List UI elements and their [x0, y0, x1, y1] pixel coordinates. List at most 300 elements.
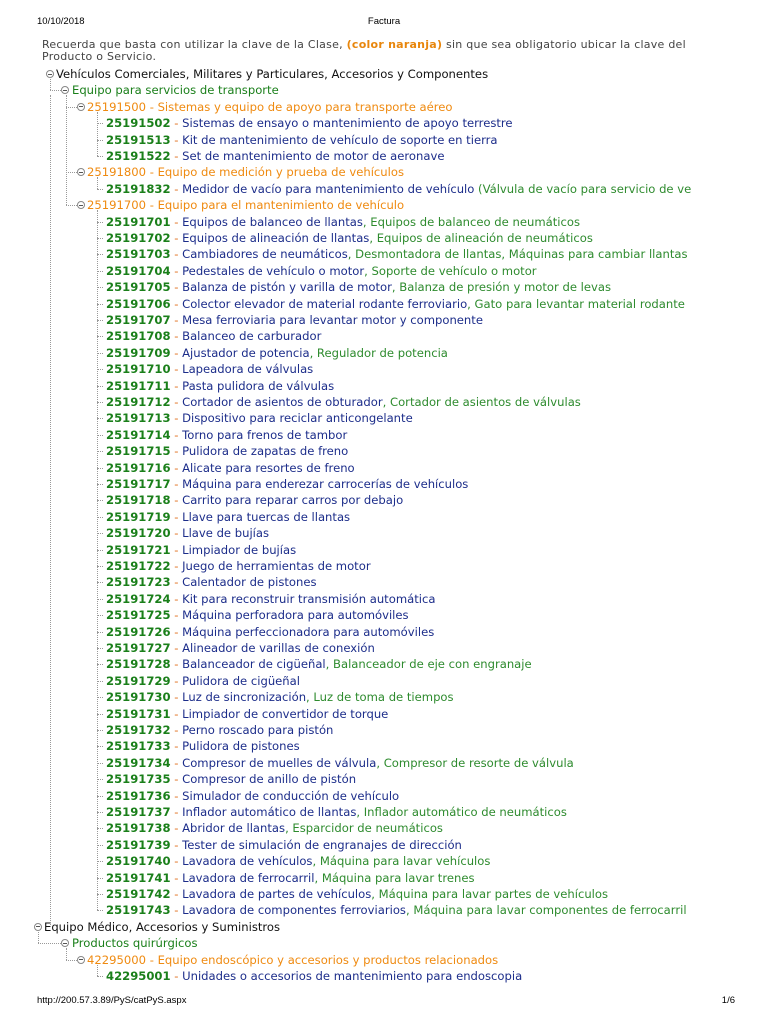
code-separator: - [170, 263, 183, 278]
code-separator: - [146, 198, 158, 213]
product-entry[interactable] [106, 886, 608, 902]
product-code: 25191715 [106, 444, 171, 459]
product-code: 25191743 [106, 903, 171, 918]
product-row[interactable] [0, 443, 768, 459]
product-entry[interactable] [106, 837, 462, 853]
product-description: Torno para frenos de tambor [182, 427, 348, 442]
code-separator: - [170, 181, 183, 196]
product-code: 25191729 [106, 673, 171, 688]
product-entry[interactable] [106, 460, 355, 476]
class-row[interactable] [0, 164, 768, 180]
product-row[interactable] [0, 558, 768, 574]
code-separator: - [170, 313, 183, 327]
product-synonyms: , Equipos de alineación de neumáticos [369, 231, 593, 245]
product-entry[interactable] [106, 640, 375, 656]
product-row[interactable] [0, 361, 768, 377]
product-description: Compresor de muelles de válvula [182, 755, 377, 770]
code-separator: - [170, 887, 183, 901]
tree-connector-line [66, 948, 67, 959]
product-row[interactable] [0, 296, 768, 312]
code-separator: - [170, 591, 183, 606]
product-row[interactable] [0, 706, 768, 722]
code-separator: - [170, 427, 183, 442]
class-code: 25191500 [87, 99, 147, 114]
product-description: Carrito para reparar carros por debajo [182, 493, 404, 508]
product-description: Balanceo de carburador [182, 329, 322, 344]
code-separator: - [170, 231, 183, 245]
product-row[interactable] [0, 607, 768, 623]
code-separator: - [170, 559, 183, 573]
product-synonyms: , Compresor de resorte de válvula [376, 755, 574, 770]
collapse-toggle-icon[interactable] [77, 103, 85, 111]
product-code: 25191733 [106, 739, 171, 754]
product-entry[interactable] [106, 771, 356, 787]
product-description: Limpiador de bujías [182, 542, 297, 557]
product-row[interactable] [0, 837, 768, 853]
code-separator: - [146, 952, 158, 967]
product-description: Llave de bujías [182, 526, 270, 541]
product-row[interactable] [0, 574, 768, 590]
product-row[interactable] [0, 804, 768, 820]
product-synonyms: , Soporte de vehículo o motor [364, 263, 537, 278]
product-entry[interactable] [106, 509, 350, 525]
product-row[interactable] [0, 476, 768, 492]
code-separator: - [170, 395, 183, 409]
product-description: Lavadora de vehículos [182, 854, 313, 869]
product-synonyms: , Equipos de balanceo de neumáticos [362, 214, 580, 229]
class-name: Sistemas y equipo de apoyo para transporte aéreo [157, 99, 453, 114]
code-separator: - [170, 149, 183, 163]
intro-highlight: (color naranja) [346, 38, 443, 51]
product-description: Pedestales de vehículo o motor [182, 263, 365, 278]
product-code: 25191513 [106, 132, 171, 147]
product-code: 25191709 [106, 345, 171, 360]
product-code: 25191702 [106, 231, 171, 245]
product-code: 25191740 [106, 854, 171, 869]
product-row[interactable] [0, 230, 768, 246]
class-name: Equipo endoscópico y accesorios y productos relacionados [157, 952, 499, 967]
product-synonyms: , Luz de toma de tiempos [306, 690, 454, 705]
product-description: Compresor de anillo de pistón [182, 772, 357, 787]
product-description: Pasta pulidora de válvulas [182, 378, 335, 393]
product-entry[interactable] [106, 492, 403, 508]
catalog-tree [0, 66, 768, 991]
product-description: Sistemas de ensayo o mantenimiento de apoyo terrestre [182, 116, 513, 131]
product-code: 25191522 [106, 149, 171, 163]
product-code: 25191706 [106, 296, 171, 311]
collapse-toggle-icon[interactable] [61, 86, 69, 94]
product-code: 25191738 [106, 821, 171, 836]
code-separator: - [170, 772, 183, 787]
product-entry[interactable] [106, 230, 593, 246]
product-description: Set de mantenimiento de motor de aeronave [182, 149, 445, 163]
product-code: 25191716 [106, 460, 171, 475]
code-separator: - [170, 444, 183, 459]
product-entry[interactable] [106, 427, 347, 443]
product-synonyms: , Balanza de presión y motor de levas [391, 280, 611, 295]
tree-connector-line [97, 177, 98, 188]
product-row[interactable] [0, 968, 768, 984]
product-entry[interactable] [106, 345, 448, 361]
product-entry[interactable] [106, 279, 611, 295]
tree-connector-line [97, 189, 103, 190]
product-synonyms: , Máquina para lavar partes de vehículos [371, 887, 609, 901]
product-row[interactable] [0, 279, 768, 295]
product-entry[interactable] [106, 574, 317, 590]
product-row[interactable] [0, 624, 768, 640]
family-label: Equipo para servicios de transporte [72, 83, 279, 98]
product-entry[interactable] [106, 820, 443, 836]
product-code: 25191725 [106, 608, 171, 623]
print-title: Factura [367, 16, 401, 27]
class-entry[interactable] [87, 164, 404, 180]
segment-label: Vehículos Comerciales, Militares y Particulares, Accesorios y Componentes [56, 67, 489, 81]
product-description: Pulidora de cigüeñal [182, 673, 300, 688]
code-separator: - [170, 493, 183, 508]
code-separator: - [170, 116, 183, 131]
product-code: 25191719 [106, 509, 171, 524]
code-separator: - [170, 723, 183, 737]
product-code: 42295001 [106, 969, 171, 983]
print-page-number: 1/6 [721, 995, 735, 1006]
product-row[interactable] [0, 394, 768, 410]
product-code: 25191728 [106, 657, 171, 672]
product-code: 25191718 [106, 493, 171, 508]
product-entry[interactable] [106, 132, 498, 148]
product-code: 25191732 [106, 723, 171, 737]
product-row[interactable] [0, 722, 768, 738]
code-separator: - [146, 165, 158, 180]
class-entry[interactable] [87, 952, 498, 968]
product-code: 25191723 [106, 575, 171, 590]
product-description: Máquina perforadora para automóviles [182, 608, 409, 623]
product-entry[interactable] [106, 558, 371, 574]
product-entry[interactable] [106, 853, 490, 869]
product-synonyms: , Máquina para lavar componentes de ferrocarril [405, 903, 687, 918]
code-separator: - [170, 329, 183, 344]
tree-connector-line [97, 112, 98, 156]
product-code: 25191730 [106, 690, 171, 705]
code-separator: - [170, 362, 183, 377]
product-description: Medidor de vacío para mantenimiento de vehículo [182, 181, 475, 196]
product-entry[interactable] [106, 902, 687, 918]
product-description: Balanceador de cigüeñal [182, 657, 326, 672]
product-entry[interactable] [106, 870, 475, 886]
code-separator: - [170, 280, 183, 295]
product-row[interactable] [0, 542, 768, 558]
product-code: 25191717 [106, 477, 171, 491]
code-separator: - [170, 296, 183, 311]
product-row[interactable] [0, 492, 768, 508]
product-synonyms: (Válvula de vacío para servicio de ve [474, 181, 692, 196]
product-description: Calentador de pistones [182, 575, 317, 590]
product-row[interactable] [0, 525, 768, 541]
product-entry[interactable] [106, 804, 567, 820]
product-description: Máquina para enderezar carrocerías de vehículos [182, 477, 469, 491]
product-row[interactable] [0, 115, 768, 131]
class-row[interactable] [0, 99, 768, 115]
product-row[interactable] [0, 902, 768, 918]
product-code: 25191714 [106, 427, 171, 442]
product-entry[interactable] [106, 525, 269, 541]
class-entry[interactable] [87, 99, 453, 115]
product-entry[interactable] [106, 246, 688, 262]
print-date: 10/10/2018 [37, 16, 85, 27]
product-code: 25191735 [106, 772, 171, 787]
product-code: 25191721 [106, 542, 171, 557]
collapse-toggle-icon[interactable] [77, 168, 85, 176]
product-code: 25191734 [106, 755, 171, 770]
product-entry[interactable] [106, 968, 522, 984]
intro-note [42, 39, 732, 62]
product-entry[interactable] [106, 591, 435, 607]
product-row[interactable] [0, 591, 768, 607]
product-row[interactable] [0, 755, 768, 771]
product-row[interactable] [0, 132, 768, 148]
product-description: Colector elevador de material rodante ferroviario [182, 296, 468, 311]
code-separator: - [170, 477, 183, 491]
product-entry[interactable] [106, 689, 454, 705]
product-entry[interactable] [106, 706, 388, 722]
segment-label: Equipo Médico, Accesorios y Suministros [44, 919, 281, 934]
product-row[interactable] [0, 246, 768, 262]
product-entry[interactable] [106, 722, 333, 738]
product-row[interactable] [0, 410, 768, 426]
segment-row[interactable] [0, 919, 768, 935]
collapse-toggle-icon[interactable] [34, 923, 42, 931]
product-description: Pulidora de zapatas de freno [182, 444, 349, 459]
product-row[interactable] [0, 673, 768, 689]
product-description: Perno roscado para pistón [182, 723, 334, 737]
product-entry[interactable] [106, 673, 300, 689]
product-row[interactable] [0, 427, 768, 443]
code-separator: - [170, 969, 183, 983]
print-header [0, 16, 768, 30]
class-row[interactable] [0, 197, 768, 213]
class-row[interactable] [0, 952, 768, 968]
product-synonyms: , Esparcidor de neumáticos [285, 821, 443, 836]
code-separator: - [170, 214, 183, 229]
product-entry[interactable] [106, 378, 334, 394]
product-description: Juego de herramientas de motor [182, 559, 371, 573]
product-description: Equipos de balanceo de llantas [182, 214, 363, 229]
code-separator: - [170, 526, 183, 541]
tree-connector-line [50, 90, 61, 91]
product-description: Cortador de asientos de obturador [182, 395, 383, 409]
product-row[interactable] [0, 788, 768, 804]
product-synonyms: , Gato para levantar material rodante [467, 296, 685, 311]
code-separator: - [170, 673, 183, 688]
code-separator: - [170, 641, 183, 655]
product-synonyms: , Regulador de potencia [309, 345, 448, 360]
product-description: Dispositivo para reciclar anticongelante [182, 411, 413, 426]
product-code: 25191705 [106, 280, 171, 295]
product-entry[interactable] [106, 542, 296, 558]
product-entry[interactable] [106, 738, 300, 754]
product-entry[interactable] [106, 115, 513, 131]
product-code: 25191739 [106, 837, 171, 852]
product-entry[interactable] [106, 394, 581, 410]
collapse-toggle-icon[interactable] [61, 939, 69, 947]
product-entry[interactable] [106, 607, 409, 623]
product-row[interactable] [0, 148, 768, 164]
product-row[interactable] [0, 820, 768, 836]
product-synonyms: , Balanceador de eje con engranaje [325, 657, 532, 672]
product-code: 25191832 [106, 181, 171, 196]
product-description: Unidades o accesorios de mantenimiento para endoscopia [182, 969, 523, 983]
product-code: 25191731 [106, 706, 171, 721]
product-entry[interactable] [106, 263, 537, 279]
product-description: Kit de mantenimiento de vehículo de soporte en tierra [182, 132, 498, 147]
tree-connector-line [50, 79, 51, 90]
class-name: Equipo para el mantenimiento de vehículo [157, 198, 405, 213]
tree-connector-line [66, 172, 77, 173]
code-separator: - [170, 755, 183, 770]
tree-connector-line [50, 95, 51, 926]
product-row[interactable] [0, 853, 768, 869]
product-row[interactable] [0, 771, 768, 787]
product-description: Alicate para resortes de freno [182, 460, 355, 475]
product-row[interactable] [0, 738, 768, 754]
family-row[interactable] [0, 82, 768, 98]
product-code: 25191707 [106, 313, 171, 327]
product-description: Máquina perfeccionadora para automóviles [182, 624, 435, 639]
product-code: 25191708 [106, 329, 171, 344]
code-separator: - [170, 854, 183, 869]
product-description: Tester de simulación de engranajes de dirección [182, 837, 462, 852]
tree-connector-line [97, 210, 98, 910]
product-entry[interactable] [106, 361, 313, 377]
collapse-toggle-icon[interactable] [77, 201, 85, 209]
product-entry[interactable] [106, 181, 691, 197]
product-entry[interactable] [106, 656, 532, 672]
tree-connector-line [38, 932, 39, 943]
product-code: 25191701 [106, 214, 171, 229]
product-entry[interactable] [106, 312, 483, 328]
product-description: Balanza de pistón y varilla de motor [182, 280, 392, 295]
code-separator: - [146, 99, 158, 114]
family-row[interactable] [0, 935, 768, 951]
code-separator: - [170, 837, 183, 852]
code-separator: - [170, 624, 183, 639]
code-separator: - [170, 345, 183, 360]
product-code: 25191741 [106, 870, 171, 885]
product-description: Alineador de varillas de conexión [182, 641, 375, 655]
code-separator: - [170, 821, 183, 836]
code-separator: - [170, 575, 183, 590]
product-row[interactable] [0, 312, 768, 328]
tree-connector-line [97, 965, 98, 976]
product-row[interactable] [0, 509, 768, 525]
code-separator: - [170, 788, 183, 803]
segment-row[interactable] [0, 66, 768, 82]
code-separator: - [170, 706, 183, 721]
product-code: 25191722 [106, 559, 171, 573]
tree-connector-line [97, 910, 103, 911]
intro-text-after: sin que sea obligatorio ubicar la clave del Producto o Servicio. [42, 38, 686, 63]
product-row[interactable] [0, 345, 768, 361]
product-description: Abridor de llantas [182, 821, 286, 836]
product-entry[interactable] [106, 788, 399, 804]
product-row[interactable] [0, 214, 768, 230]
product-entry[interactable] [106, 328, 321, 344]
product-entry[interactable] [106, 214, 580, 230]
product-description: Ajustador de potencia [182, 345, 310, 360]
product-code: 25191712 [106, 395, 171, 409]
code-separator: - [170, 739, 183, 754]
code-separator: - [170, 903, 183, 918]
product-row[interactable] [0, 378, 768, 394]
product-row[interactable] [0, 181, 768, 197]
product-description: Lapeadora de válvulas [182, 362, 314, 377]
class-code: 42295000 [87, 952, 147, 967]
product-code: 25191720 [106, 526, 171, 541]
product-code: 25191502 [106, 116, 171, 131]
product-code: 25191711 [106, 378, 171, 393]
class-code: 25191800 [87, 165, 147, 180]
product-row[interactable] [0, 886, 768, 902]
product-description: Lavadora de componentes ferroviarios [182, 903, 406, 918]
product-description: Lavadora de partes de vehículos [182, 887, 372, 901]
collapse-toggle-icon[interactable] [46, 70, 54, 78]
product-description: Limpiador de convertidor de torque [182, 706, 389, 721]
product-code: 25191736 [106, 788, 171, 803]
product-code: 25191742 [106, 887, 171, 901]
product-entry[interactable] [106, 624, 434, 640]
product-row[interactable] [0, 870, 768, 886]
product-row[interactable] [0, 328, 768, 344]
product-description: Mesa ferroviaria para levantar motor y componente [182, 313, 483, 327]
tree-connector-line [66, 205, 77, 206]
product-entry[interactable] [106, 443, 348, 459]
class-name: Equipo de medición y prueba de vehículos [157, 165, 404, 180]
code-separator: - [170, 132, 183, 147]
product-row[interactable] [0, 640, 768, 656]
code-separator: - [170, 411, 183, 426]
product-synonyms: , Inflador automático de neumáticos [356, 805, 567, 819]
product-entry[interactable] [106, 296, 685, 312]
intro-text-before: Recuerda que basta con utilizar la clave de la Clase, [42, 38, 347, 51]
product-description: Simulador de conducción de vehículo [182, 788, 400, 803]
product-description: Inflador automático de llantas [182, 805, 357, 819]
product-synonyms: , Máquina para lavar trenes [314, 870, 475, 885]
product-row[interactable] [0, 460, 768, 476]
print-footer [0, 995, 768, 1009]
tree-connector-line [97, 976, 103, 977]
product-description: Luz de sincronización [182, 690, 307, 705]
product-row[interactable] [0, 656, 768, 672]
product-code: 25191724 [106, 591, 171, 606]
tree-connector-line [66, 960, 77, 961]
product-entry[interactable] [106, 476, 468, 492]
print-url: http://200.57.3.89/PyS/catPyS.aspx [37, 995, 187, 1006]
collapse-toggle-icon[interactable] [77, 956, 85, 964]
code-separator: - [170, 509, 183, 524]
product-row[interactable] [0, 263, 768, 279]
code-separator: - [170, 870, 183, 885]
class-entry[interactable] [87, 197, 404, 213]
product-row[interactable] [0, 689, 768, 705]
code-separator: - [170, 247, 183, 262]
product-description: Pulidora de pistones [182, 739, 300, 754]
product-entry[interactable] [106, 148, 444, 164]
tree-connector-line [66, 95, 67, 205]
product-entry[interactable] [106, 410, 413, 426]
product-synonyms: , Desmontadora de llantas, Máquinas para cambiar llantas [347, 247, 688, 262]
product-entry[interactable] [106, 755, 574, 771]
code-separator: - [170, 805, 183, 819]
tree-connector-line [38, 943, 61, 944]
